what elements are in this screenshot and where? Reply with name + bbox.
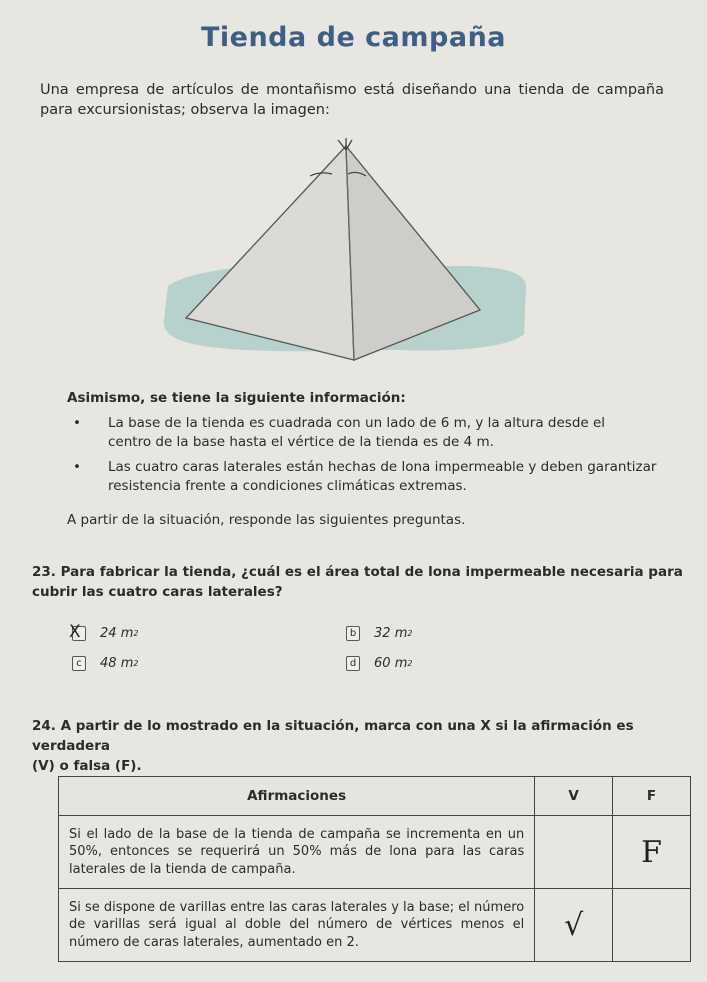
handwritten-x-mark: X [69, 622, 81, 642]
option-c-checkbox[interactable]: c [72, 656, 86, 671]
header-v: V [535, 777, 613, 816]
option-a-checkbox[interactable] [69, 622, 86, 642]
worksheet-page: Tienda de campaña Una empresa de artículos de montañismo está diseñando una tienda de campaña para excursionistas; observa la imagen: Asimismo, se tiene la siguiente información: • La base de la tienda es cuadrada con un lado de 6 m, y la altura desde el centro de la base hasta el vértice de la tienda es de 4 m. • Las cuatro caras laterales están hechas de lona impermeable y deben garantizar resistencia frente a condiciones climáticas extremas. A partir de la situación, responde las siguientes preguntas. 23. Para fabricar la tienda, ¿cuál es el área total de lona impermeable necesaria para cubrir las cuatro caras laterales? X 24 m 2 b 32 m 2 c 48 m 2 d 60 m 2 24. A partir de lo mostrado en la situación, marca con una X si la afirmación es verdadera (V) o falsa (F). Afirmaciones V F Si el lado de la base de la tienda de campaña se incrementa en un 50%, entonces se requerirá un 50% más de lona para las caras laterales de la tienda de campaña. F Si se dispone de varillas entre las caras laterales y la base; el número de varillas será igual al doble del número de vértices menos el número de caras laterales, aumentado en 2. √ [0, 0, 707, 982]
question-24: 24. A partir de lo mostrado en la situación, marca con una X si la afirmación es verdadera (V) o falsa (F). [32, 718, 634, 774]
header-afirmaciones: Afirmaciones [59, 777, 535, 816]
info-heading: Asimismo, se tiene la siguiente información: [67, 390, 406, 406]
option-d-checkbox[interactable]: d [346, 656, 360, 671]
table-row [59, 816, 691, 889]
v-mark-cell[interactable]: √ [535, 889, 613, 962]
intro-paragraph: Una empresa de artículos de montañismo está diseñando una tienda de campaña para excursionistas; observa la imagen: [40, 82, 664, 118]
tent-top-poles [338, 138, 352, 150]
instruction-text: A partir de la situación, responde las siguientes preguntas. [67, 512, 466, 528]
true-false-table [58, 776, 691, 962]
statement-cell: Si el lado de la base de la tienda de campaña se incrementa en un 50%, entonces se requerirá un 50% más de lona para las caras laterales de la tienda de campaña. [59, 816, 535, 889]
option-d[interactable]: d 60 m 2 [346, 656, 412, 671]
page-title: Tienda de campaña [200, 22, 507, 53]
v-mark-cell[interactable] [535, 816, 613, 889]
table-row [59, 889, 691, 962]
header-f: F [613, 777, 691, 816]
tent-illustration [160, 138, 530, 368]
f-mark-cell[interactable] [613, 889, 691, 962]
option-b-checkbox[interactable]: b [346, 626, 360, 641]
option-c[interactable]: c 48 m 2 [72, 656, 138, 671]
option-a[interactable]: X 24 m 2 [69, 622, 139, 642]
statement-cell: Si se dispone de varillas entre las caras laterales y la base; el número de varillas será igual al doble del número de vértices menos el número de caras laterales, aumentado en 2. [59, 889, 535, 962]
option-b[interactable]: b 32 m 2 [346, 626, 412, 641]
f-mark-cell[interactable]: F [613, 816, 691, 889]
question-23: 23. Para fabricar la tienda, ¿cuál es el área total de lona impermeable necesaria para cubrir las cuatro caras laterales? [32, 564, 683, 600]
